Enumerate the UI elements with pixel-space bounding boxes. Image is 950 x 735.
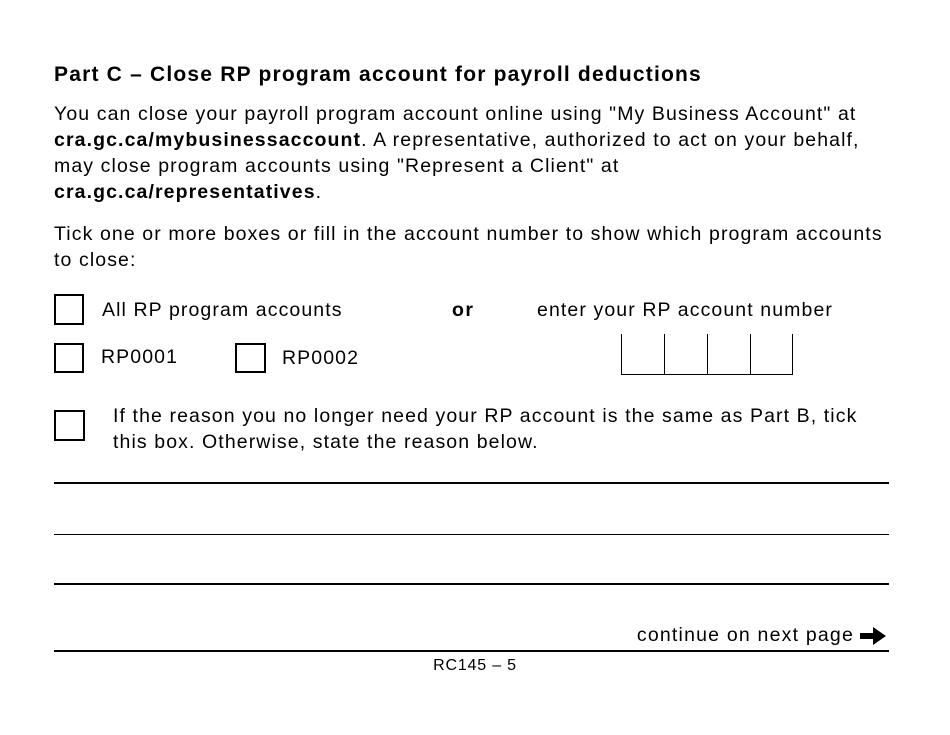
all-accounts-label: All RP program accounts: [102, 299, 343, 321]
reason-line-1[interactable]: [54, 482, 889, 484]
reason-line-2[interactable]: [54, 534, 889, 535]
intro-paragraph: [54, 101, 894, 205]
arrow-right-icon: [858, 625, 888, 647]
section-title: Part C – Close RP program account for payroll deductions: [54, 63, 702, 86]
rp0001-label: RP0001: [101, 346, 179, 368]
reason-line-3[interactable]: [54, 583, 889, 585]
same-reason-checkbox[interactable]: [54, 410, 85, 441]
account-digit-cell[interactable]: [621, 334, 664, 374]
rp0002-label: RP0002: [282, 347, 360, 369]
rp-account-number-field[interactable]: [621, 334, 793, 375]
intro-text-1: You can close your payroll program account online using "My Business Account" at: [54, 103, 857, 125]
account-digit-cell[interactable]: [664, 334, 707, 374]
instruction-text: Tick one or more boxes or fill in the account number to show which program accounts to close:: [54, 223, 883, 271]
intro-text-3: .: [315, 181, 323, 203]
account-digit-cell[interactable]: [707, 334, 750, 374]
rp0002-checkbox[interactable]: [235, 343, 266, 373]
page-number: RC145 – 5: [433, 657, 517, 674]
intro-text-2: . A representative, authorized to act on your behalf, may close program accounts using "Represent a Client" at: [54, 129, 860, 177]
or-label: or: [452, 299, 475, 321]
continue-label: continue on next page: [636, 624, 854, 646]
enter-account-label: enter your RP account number: [537, 299, 834, 321]
continue-on-next-page: [637, 624, 888, 647]
representatives-link[interactable]: cra.gc.ca/representatives: [54, 181, 316, 203]
rp0001-checkbox[interactable]: [54, 343, 84, 373]
same-reason-label: If the reason you no longer need your RP account is the same as Part B, tick this box. Otherwise, state the reason below.: [113, 405, 858, 453]
account-digit-cell[interactable]: [750, 334, 793, 374]
mybusinessaccount-link[interactable]: cra.gc.ca/mybusinessaccount: [54, 129, 362, 151]
all-accounts-checkbox[interactable]: [54, 294, 84, 325]
page-bottom-rule: [54, 650, 889, 652]
